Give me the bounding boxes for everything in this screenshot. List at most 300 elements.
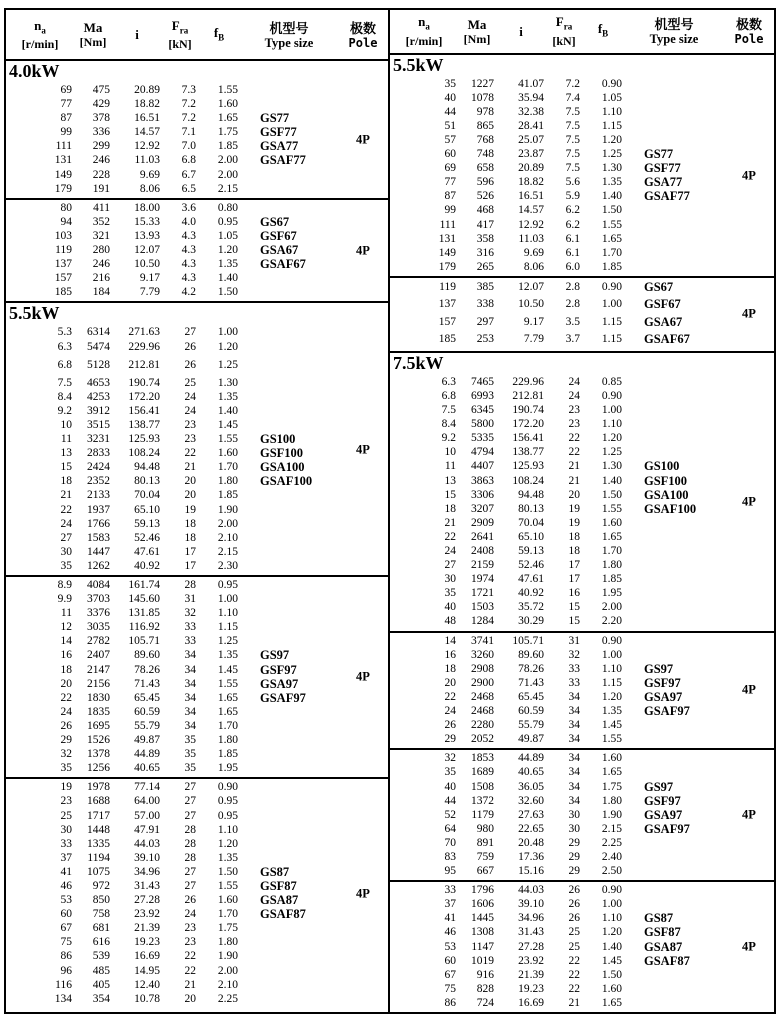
table-row [6, 215, 338, 229]
cell: 34 [184, 705, 196, 718]
table-row [390, 218, 724, 232]
data-block [6, 777, 388, 1008]
cell: 40 [444, 91, 456, 104]
data-block [6, 198, 388, 302]
table-row [390, 331, 724, 349]
cell: 1.60 [601, 516, 622, 529]
cell: 1.50 [217, 865, 238, 878]
type-size-label: GSF77 [644, 161, 681, 176]
cell: 60 [444, 148, 456, 161]
spec-table-page [4, 8, 776, 1014]
table-row [390, 502, 724, 516]
cell: 0.90 [601, 884, 622, 897]
cell: 2.8 [565, 298, 580, 311]
cell: 6993 [471, 389, 494, 402]
cell: 149 [54, 168, 72, 181]
cell: 23 [184, 936, 196, 949]
type-size-label [624, 634, 724, 648]
cell: 29 [60, 734, 72, 747]
type-size-label: GSF87 [644, 925, 681, 940]
cell: 1448 [87, 823, 110, 836]
type-size-label [624, 516, 724, 530]
cell: 1.65 [601, 766, 622, 779]
cell: 1.80 [217, 734, 238, 747]
type-size-label: GSA77 [644, 175, 683, 190]
cell: 2900 [471, 676, 494, 689]
cell: 616 [92, 936, 110, 949]
cell: 3.6 [181, 201, 196, 214]
cell: 27 [184, 795, 196, 808]
cell: 6.3 [57, 340, 72, 353]
cell: 1.10 [601, 912, 622, 925]
type-size-label [624, 232, 724, 246]
cell: 20.48 [518, 836, 544, 849]
cell: 1717 [87, 809, 110, 822]
cell: 18 [568, 530, 580, 543]
type-size-label [624, 648, 724, 662]
cell: 768 [476, 133, 494, 146]
cell: 11 [444, 460, 456, 473]
cell: 35 [184, 762, 196, 775]
type-size-label [624, 417, 724, 431]
table-row [390, 968, 724, 982]
cell: 25.07 [518, 133, 544, 146]
cell: 34 [184, 649, 196, 662]
cell: 1721 [471, 587, 494, 600]
cell: 1147 [471, 940, 494, 953]
table-row [6, 648, 338, 662]
table-row [6, 620, 338, 634]
cell: 0.85 [601, 375, 622, 388]
pole-label: 4P [742, 168, 756, 183]
cell: 105.71 [512, 634, 544, 647]
cell: 1.65 [601, 996, 622, 1009]
cell: 724 [476, 996, 494, 1009]
type-size-label: GS100 [260, 432, 296, 447]
cell: 35 [60, 762, 72, 775]
cell: 916 [476, 968, 494, 981]
cell: 190.74 [512, 404, 544, 417]
table-row [390, 133, 724, 147]
cell: 4.3 [181, 244, 196, 257]
table-row [6, 578, 338, 592]
type-size-label [240, 935, 338, 949]
cell: 1.55 [601, 218, 622, 231]
cell: 1.55 [601, 733, 622, 746]
cell: 89.60 [134, 649, 160, 662]
cell: 1.15 [601, 119, 622, 132]
cell: 0.90 [601, 634, 622, 647]
cell: 77.14 [134, 781, 160, 794]
header-na: $n_a$ [r/min] [21, 17, 59, 52]
cell: 1.00 [601, 898, 622, 911]
table-row [6, 691, 338, 705]
type-size-label [624, 968, 724, 982]
table-row [390, 648, 724, 662]
cell: 1.85 [601, 260, 622, 273]
type-size-label [240, 705, 338, 719]
cell: 1.15 [601, 315, 622, 328]
cell: 228 [92, 168, 110, 181]
cell: 22 [568, 982, 580, 995]
type-size-label: GSAF97 [644, 704, 690, 719]
cell: 32.38 [518, 105, 544, 118]
cell: 24 [60, 705, 72, 718]
cell: 31 [184, 593, 196, 606]
cell: 35 [444, 766, 456, 779]
cell: 2.15 [217, 182, 238, 195]
cell: 16 [568, 587, 580, 600]
type-size-label: GSAF77 [644, 189, 690, 204]
cell: 24 [184, 908, 196, 921]
cell: 125.93 [128, 433, 160, 446]
cell: 24 [184, 404, 196, 417]
cell: 7.5 [565, 133, 580, 146]
cell: 87 [444, 190, 456, 203]
cell: 358 [476, 232, 494, 245]
type-size-label [240, 780, 338, 794]
cell: 1.00 [601, 298, 622, 311]
cell: 34 [568, 766, 580, 779]
table-row [390, 232, 724, 246]
cell: 1.60 [217, 98, 238, 111]
cell: 1.80 [601, 794, 622, 807]
type-size-label [624, 982, 724, 996]
cell: 1830 [87, 691, 110, 704]
cell: 658 [476, 162, 494, 175]
cell: 596 [476, 176, 494, 189]
table-row [390, 175, 724, 189]
cell: 1.10 [217, 823, 238, 836]
cell: 12.07 [518, 280, 544, 293]
cell: 78.26 [134, 663, 160, 676]
cell: 1.00 [217, 593, 238, 606]
cell: 46 [444, 926, 456, 939]
cell: 12.92 [134, 140, 160, 153]
type-size-label: GSA67 [260, 243, 299, 258]
table-row [390, 516, 724, 530]
cell: 161.74 [128, 579, 160, 591]
cell: 1.40 [217, 404, 238, 417]
cell: 26 [184, 340, 196, 353]
cell: 103 [54, 229, 72, 242]
cell: 297 [476, 315, 494, 328]
cell: 1.55 [217, 84, 238, 96]
table-row [390, 704, 724, 718]
cell: 18.82 [134, 98, 160, 111]
cell: 34 [184, 719, 196, 732]
cell: 271.63 [128, 326, 160, 339]
cell: 1.55 [217, 879, 238, 892]
type-size-label [240, 733, 338, 747]
cell: 12.07 [134, 244, 160, 257]
cell: 1.75 [601, 780, 622, 793]
cell: 71.43 [134, 677, 160, 690]
type-size-label [624, 836, 724, 850]
table-row [390, 572, 724, 586]
cell: 354 [92, 992, 110, 1005]
cell: 1526 [87, 734, 110, 747]
table-row [6, 418, 338, 432]
table-row [390, 91, 724, 105]
table-row [390, 246, 724, 260]
table-row [390, 925, 724, 939]
pole-label: 4P [742, 939, 756, 954]
cell: 21 [568, 474, 580, 487]
table-row [390, 147, 724, 161]
cell: 40.65 [134, 762, 160, 775]
type-size-label: GSA77 [260, 139, 299, 154]
type-size-label [624, 246, 724, 260]
table-row [6, 83, 338, 97]
cell: 14 [444, 634, 456, 647]
cell: 1.25 [217, 635, 238, 648]
cell: 21 [568, 996, 580, 1009]
cell: 34 [568, 780, 580, 793]
cell: 23.92 [518, 954, 544, 967]
cell: 1.70 [601, 246, 622, 259]
cell: 34.96 [518, 912, 544, 925]
cell: 1.15 [217, 621, 238, 634]
cell: 299 [92, 140, 110, 153]
type-size-label: GSAF67 [644, 332, 690, 347]
data-block [390, 748, 774, 880]
table-row [6, 592, 338, 606]
cell: 35 [184, 734, 196, 747]
table-row [390, 808, 724, 822]
data-block [6, 575, 388, 777]
cell: 64 [444, 822, 456, 835]
cell: 16.69 [134, 950, 160, 963]
type-size-label [240, 325, 338, 339]
type-size-label: GS87 [644, 911, 674, 926]
type-size-label: GSF77 [260, 125, 297, 140]
cell: 485 [92, 964, 110, 977]
cell: 96 [60, 964, 72, 977]
type-size-label: GSA97 [644, 807, 683, 822]
cell: 1.35 [601, 176, 622, 189]
cell: 1.85 [601, 573, 622, 586]
data-block [390, 631, 774, 749]
type-size-label [240, 488, 338, 502]
cell: 99 [60, 126, 72, 139]
cell: 1335 [87, 837, 110, 850]
table-row [6, 935, 338, 949]
table-row [390, 417, 724, 431]
cell: 1.55 [217, 433, 238, 446]
cell: 411 [93, 201, 110, 214]
cell: 1.65 [217, 705, 238, 718]
cell: 1.70 [601, 545, 622, 557]
cell: 28 [184, 579, 196, 591]
cell: 59.13 [134, 517, 160, 530]
cell: 26 [568, 884, 580, 897]
cell: 70 [444, 836, 456, 849]
cell: 1.95 [217, 762, 238, 775]
cell: 157 [54, 272, 72, 285]
cell: 3703 [87, 593, 110, 606]
cell: 212.81 [128, 358, 160, 371]
cell: 26 [568, 898, 580, 911]
cell: 69 [444, 162, 456, 175]
table-row [390, 864, 724, 878]
cell: 18 [60, 475, 72, 488]
cell: 7.79 [139, 286, 160, 299]
table-row [6, 531, 338, 545]
type-size-label [240, 620, 338, 634]
cell: 1227 [471, 77, 494, 90]
cell: 27 [184, 809, 196, 822]
cell: 27 [444, 559, 456, 572]
cell: 30 [444, 573, 456, 586]
table-row [6, 257, 338, 271]
type-size-label [240, 376, 338, 390]
table-row [390, 488, 724, 502]
cell: 40 [444, 780, 456, 793]
cell: 99 [444, 204, 456, 217]
cell: 1.65 [217, 691, 238, 704]
table-row [390, 982, 724, 996]
cell: 2833 [87, 447, 110, 460]
cell: 2641 [471, 530, 494, 543]
cell: 5.6 [565, 176, 580, 189]
cell: 29 [568, 836, 580, 849]
type-size-label: GSAF87 [644, 953, 690, 968]
cell: 69 [60, 84, 72, 96]
cell: 1.45 [601, 954, 622, 967]
cell: 22 [568, 432, 580, 445]
cell: 0.95 [217, 795, 238, 808]
table-row [6, 606, 338, 620]
cell: 1.65 [601, 530, 622, 543]
cell: 21 [184, 978, 196, 991]
cell: 2.15 [217, 545, 238, 558]
cell: 1766 [87, 517, 110, 530]
cell: 65.10 [518, 530, 544, 543]
table-row [6, 201, 338, 215]
type-size-label [240, 340, 338, 354]
table-row [390, 954, 724, 968]
table-row [6, 488, 338, 502]
cell: 60.59 [134, 705, 160, 718]
power-section [6, 61, 388, 301]
cell: 1194 [87, 851, 110, 864]
cell: 64.00 [134, 795, 160, 808]
cell: 47.91 [134, 823, 160, 836]
table-row [6, 125, 338, 139]
table-row [6, 559, 338, 573]
cell: 10.50 [134, 258, 160, 271]
type-size-label: GS77 [644, 147, 674, 162]
cell: 6.3 [441, 375, 456, 388]
cell: 3863 [471, 474, 494, 487]
cell: 190.74 [128, 376, 160, 389]
cell: 22 [568, 968, 580, 981]
cell: 35 [444, 77, 456, 90]
cell: 33 [568, 662, 580, 675]
cell: 1.25 [601, 148, 622, 161]
cell: 17 [184, 559, 196, 572]
type-size-label [240, 794, 338, 808]
table-row [6, 780, 338, 794]
cell: 2.00 [217, 517, 238, 530]
cell: 28 [184, 823, 196, 836]
cell: 60.59 [518, 705, 544, 718]
cell: 1.20 [601, 432, 622, 445]
cell: 131.85 [128, 607, 160, 620]
cell: 7.5 [565, 148, 580, 161]
cell: 30 [60, 823, 72, 836]
cell: 212.81 [512, 389, 544, 402]
type-size-label [240, 809, 338, 823]
data-block [390, 880, 774, 1012]
cell: 35.94 [518, 91, 544, 104]
power-section [6, 301, 388, 1007]
type-size-label [624, 850, 724, 864]
table-row [6, 921, 338, 935]
section-title: 7.5kW [393, 352, 444, 373]
type-size-label [624, 445, 724, 459]
cell: 57 [444, 133, 456, 146]
cell: 51 [444, 119, 456, 132]
cell: 972 [92, 879, 110, 892]
header-fra: $F_{ra}$ [kN] [168, 17, 192, 52]
cell: 5128 [87, 358, 110, 371]
type-size-label [624, 864, 724, 878]
cell: 17 [568, 573, 580, 586]
cell: 850 [92, 894, 110, 907]
cell: 1.80 [601, 559, 622, 572]
cell: 2.15 [601, 822, 622, 835]
cell: 1978 [87, 781, 110, 794]
type-size-label: GSF100 [644, 473, 688, 488]
cell: 34 [184, 663, 196, 676]
cell: 18 [444, 502, 456, 515]
cell: 172.20 [512, 418, 544, 431]
cell: 7.2 [181, 98, 196, 111]
cell: 29 [568, 850, 580, 863]
cell: 11.03 [134, 154, 160, 167]
cell: 32 [184, 607, 196, 620]
cell: 7.3 [181, 84, 196, 96]
type-size-label [240, 390, 338, 404]
pole-label: 4P [356, 243, 370, 258]
table-row [390, 850, 724, 864]
section-title: 4.0kW [9, 61, 60, 81]
cell: 1.50 [601, 968, 622, 981]
cell: 12.40 [134, 978, 160, 991]
table-row [6, 978, 338, 992]
table-row [390, 544, 724, 558]
cell: 246 [92, 258, 110, 271]
cell: 34 [184, 677, 196, 690]
type-size-label: GSF97 [260, 662, 297, 677]
cell: 34 [568, 733, 580, 746]
cell: 1.80 [217, 936, 238, 949]
type-size-label: GS87 [260, 864, 290, 879]
table-row [390, 314, 724, 332]
pole-label: 4P [356, 132, 370, 147]
cell: 20 [444, 676, 456, 689]
table-row [6, 663, 338, 677]
type-size-label: GSAF97 [260, 690, 306, 705]
type-size-label [240, 182, 338, 196]
cell: 48 [444, 615, 456, 628]
cell: 49.87 [518, 733, 544, 746]
cell: 185 [54, 286, 72, 299]
cell: 1.10 [601, 662, 622, 675]
section-title: 5.5kW [393, 54, 444, 75]
